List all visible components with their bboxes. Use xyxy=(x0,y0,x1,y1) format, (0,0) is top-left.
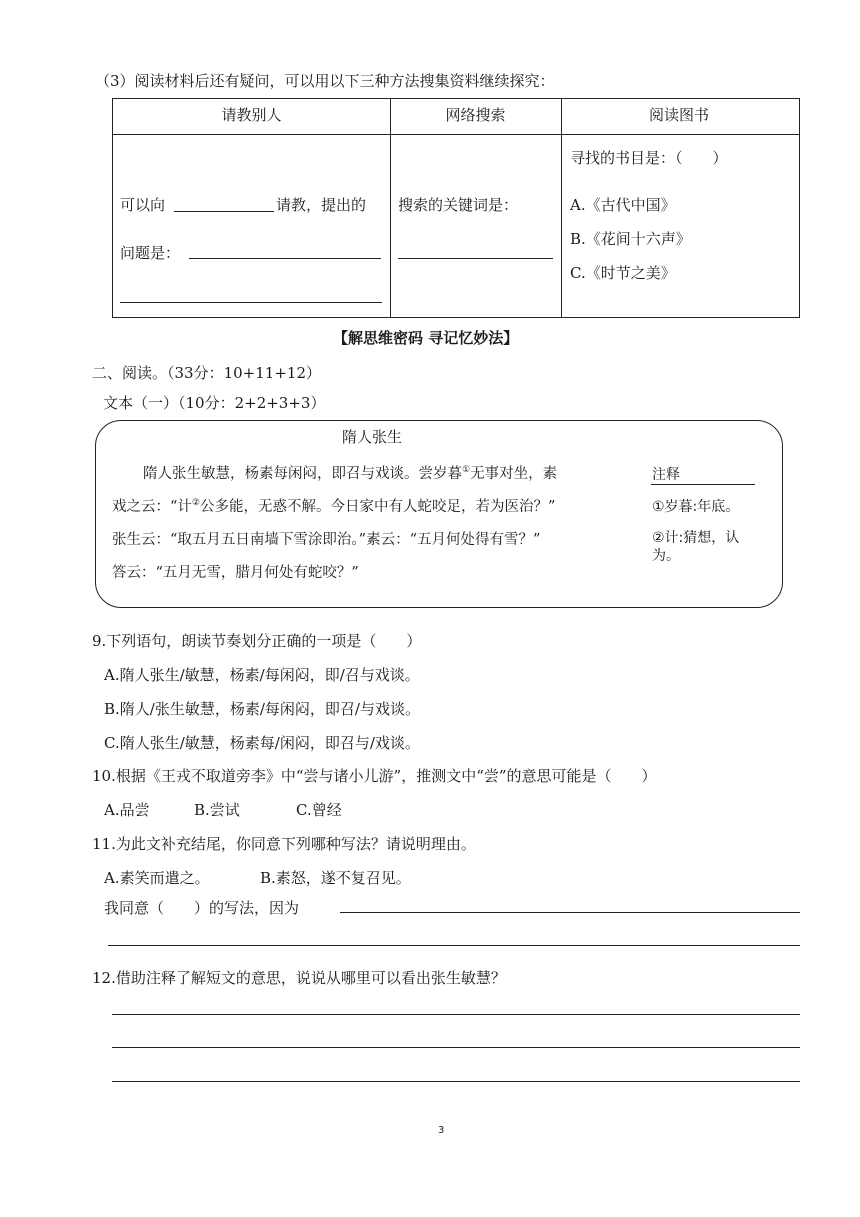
ask-line1-prefix: 可以向 xyxy=(120,196,166,214)
notes-underline xyxy=(651,484,755,485)
note-2: ②计:猜想，认 xyxy=(652,530,740,546)
notes-title: 注释 xyxy=(652,467,680,483)
header-read-books: 阅读图书 xyxy=(648,106,709,124)
question-blank-1[interactable] xyxy=(189,258,381,259)
q11-option-b[interactable]: B.素怒，遂不复召见。 xyxy=(260,869,411,887)
section-banner: 【解思维密码 寻记忆妙法】 xyxy=(333,329,519,347)
page-number: 3 xyxy=(438,1125,445,1136)
passage-line-2: 戏之云：“计②公多能，无惑不解。今日家中有人蛇咬足，若为医治？” xyxy=(112,498,556,515)
ask-line2-label: 问题是： xyxy=(120,244,181,262)
passage-line-4: 答云：“五月无雪，腊月何处有蛇咬？” xyxy=(112,565,359,581)
book-option-a[interactable]: A.《古代中国》 xyxy=(570,196,676,214)
ask-line1-suffix: 请教，提出的 xyxy=(276,196,367,214)
header-ask-people: 请教别人 xyxy=(221,106,282,124)
q11-answer-blank-2[interactable] xyxy=(108,945,800,946)
header-web-search: 网络搜索 xyxy=(445,106,506,124)
book-prompt: 寻找的书目是：（ ） xyxy=(570,149,728,167)
q9-option-b[interactable]: B.隋人/张生敏慧，杨素/每闲闷，即召/与戏谈。 xyxy=(104,700,420,718)
q12-answer-blank-2[interactable] xyxy=(112,1047,800,1048)
q10-option-b[interactable]: B.尝试 xyxy=(194,801,240,819)
passage-line-3: 张生云：“取五月五日南墙下雪涂即治。”素云：“五月何处得有雪？” xyxy=(112,532,541,548)
q9-option-c[interactable]: C.隋人张生/敏慧，杨素每/闲闷，即召与/戏谈。 xyxy=(104,734,420,752)
book-option-b[interactable]: B.《花间十六声》 xyxy=(570,230,691,248)
q11-option-a[interactable]: A.素笑而遣之。 xyxy=(104,869,210,887)
ask-person-blank[interactable] xyxy=(174,211,274,212)
q12-answer-blank-3[interactable] xyxy=(112,1081,800,1082)
search-keyword-blank[interactable] xyxy=(398,258,553,259)
note-1: ①岁暮:年底。 xyxy=(652,499,740,515)
q9-stem: 9.下列语句，朗读节奏划分正确的一项是（ ） xyxy=(92,632,422,650)
q10-option-a[interactable]: A.品尝 xyxy=(104,801,150,819)
q3-intro: （3）阅读材料后还有疑问，可以用以下三种方法搜集资料继续探究： xyxy=(95,72,555,90)
q11-answer-blank-1[interactable] xyxy=(340,912,800,913)
section2-title: 二、阅读。（33分：10+11+12） xyxy=(92,364,321,382)
q9-option-a[interactable]: A.隋人张生/敏慧，杨素/每闲闷，即/召与戏谈。 xyxy=(104,666,420,684)
book-option-c[interactable]: C.《时节之美》 xyxy=(570,264,676,282)
question-blank-2[interactable] xyxy=(120,302,382,303)
q12-answer-blank-1[interactable] xyxy=(112,1014,800,1015)
q11-stem: 11.为此文补充结尾，你同意下列哪种写法？请说明理由。 xyxy=(92,835,476,853)
passage-title: 隋人张生 xyxy=(342,428,403,446)
q11-answer-prefix: 我同意（ ）的写法，因为 xyxy=(104,899,300,917)
search-keyword-label: 搜索的关键词是： xyxy=(398,196,519,214)
q10-stem: 10.根据《王戎不取道旁李》中“尝与诸小儿游”，推测文中“尝”的意思可能是（ ） xyxy=(92,767,657,785)
text1-label: 文本（一）（10分：2+2+3+3） xyxy=(103,394,326,412)
q12-stem: 12.借助注释了解短文的意思，说说从哪里可以看出张生敏慧？ xyxy=(92,969,506,987)
note-2-cont: 为。 xyxy=(652,548,680,564)
passage-line-1: 隋人张生敏慧，杨素每闲闷，即召与戏谈。尝岁暮①无事对坐，素 xyxy=(143,465,558,482)
q10-option-c[interactable]: C.曾经 xyxy=(296,801,342,819)
